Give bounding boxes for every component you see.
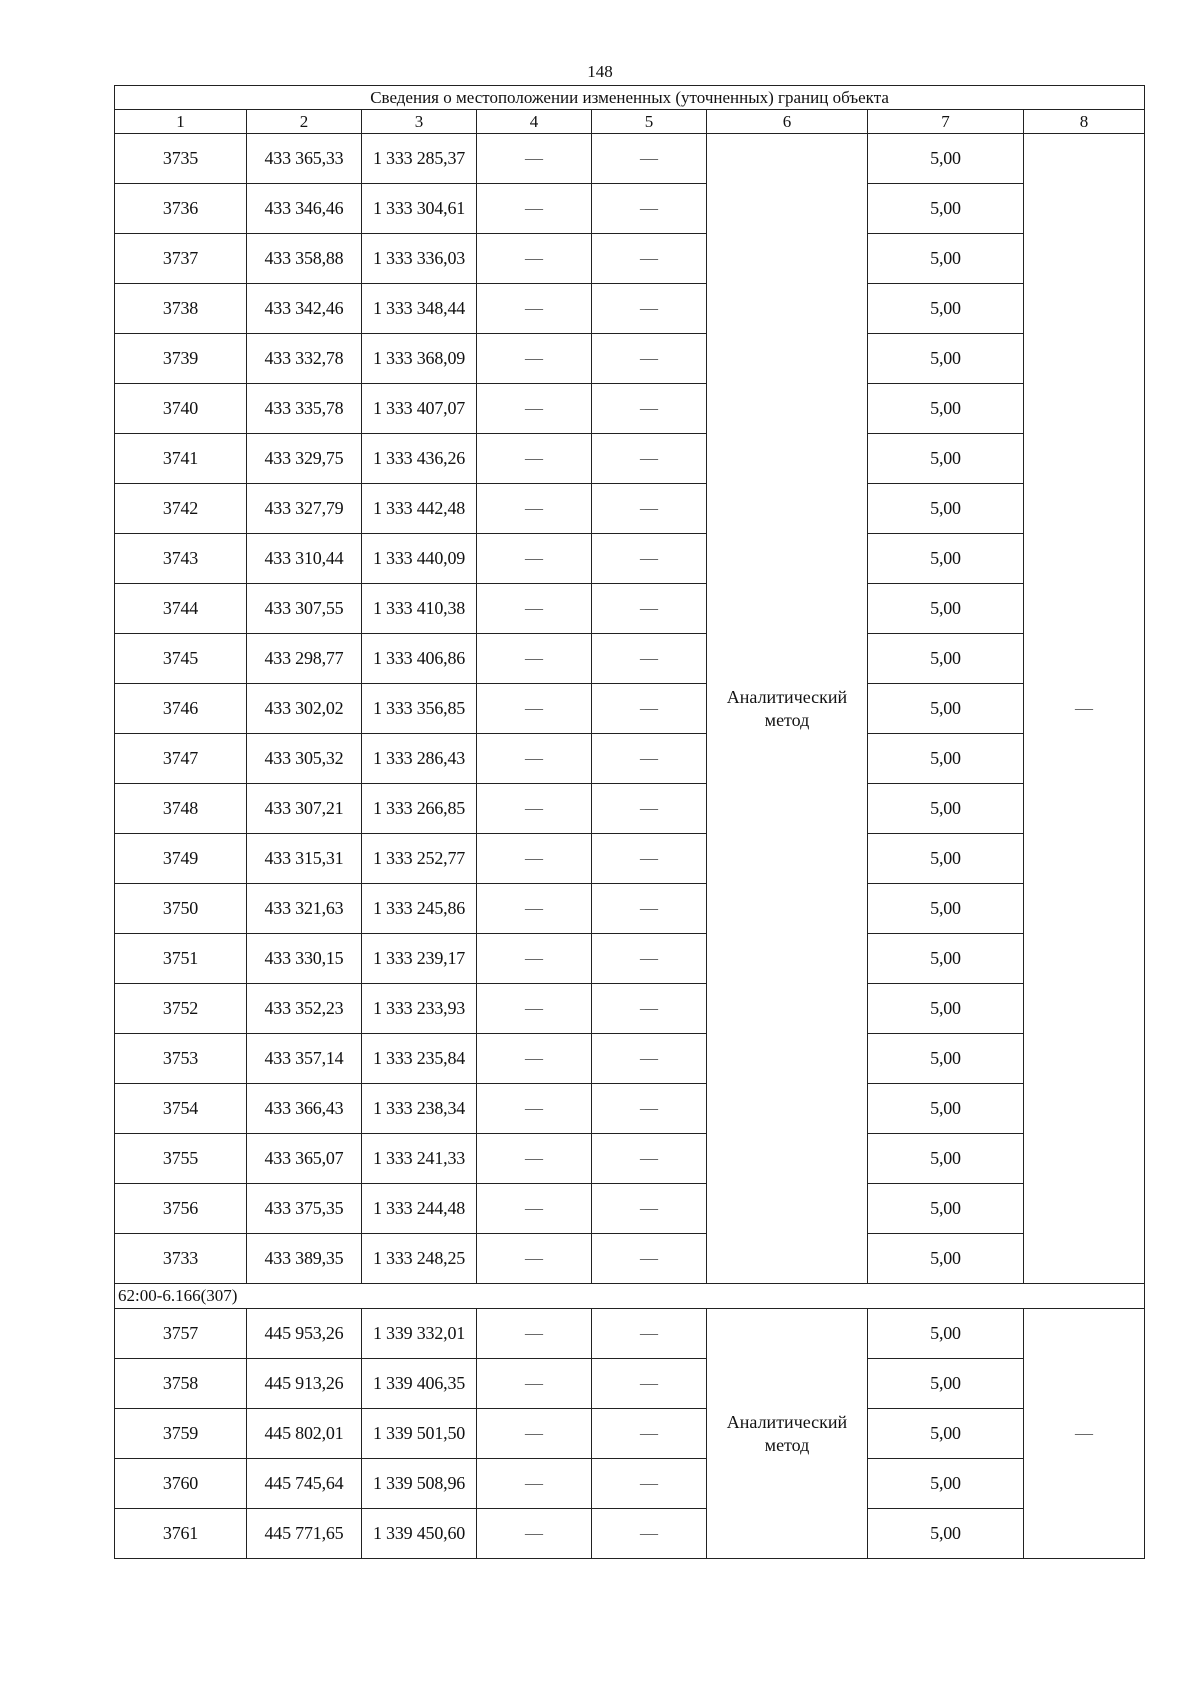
col5-cell: — bbox=[592, 1234, 707, 1284]
col4-cell: — bbox=[477, 734, 592, 784]
table-row bbox=[115, 1409, 1145, 1459]
accuracy-cell: 5,00 bbox=[868, 884, 1024, 934]
col4-cell: — bbox=[477, 1134, 592, 1184]
accuracy-cell: 5,00 bbox=[868, 734, 1024, 784]
table-row bbox=[115, 1234, 1145, 1284]
col4-cell: — bbox=[477, 134, 592, 184]
y-coordinate-cell: 1 333 442,48 bbox=[362, 484, 477, 534]
col5-cell: — bbox=[592, 934, 707, 984]
table-row bbox=[115, 984, 1145, 1034]
y-coordinate-cell: 1 339 450,60 bbox=[362, 1509, 477, 1559]
table-row bbox=[115, 584, 1145, 634]
x-coordinate-cell: 433 389,35 bbox=[247, 1234, 362, 1284]
accuracy-cell: 5,00 bbox=[868, 584, 1024, 634]
point-number-cell: 3748 bbox=[115, 784, 247, 834]
column-header-row bbox=[115, 110, 1145, 134]
table-row bbox=[115, 884, 1145, 934]
x-coordinate-cell: 445 953,26 bbox=[247, 1309, 362, 1359]
table-row bbox=[115, 1309, 1145, 1359]
col5-cell: — bbox=[592, 734, 707, 784]
x-coordinate-cell: 433 327,79 bbox=[247, 484, 362, 534]
x-coordinate-cell: 433 330,15 bbox=[247, 934, 362, 984]
col4-cell: — bbox=[477, 1309, 592, 1359]
y-coordinate-cell: 1 333 356,85 bbox=[362, 684, 477, 734]
table-row bbox=[115, 384, 1145, 434]
x-coordinate-cell: 433 342,46 bbox=[247, 284, 362, 334]
accuracy-cell: 5,00 bbox=[868, 1084, 1024, 1134]
col5-cell: — bbox=[592, 484, 707, 534]
table-row bbox=[115, 284, 1145, 334]
y-coordinate-cell: 1 339 332,01 bbox=[362, 1309, 477, 1359]
col4-cell: — bbox=[477, 934, 592, 984]
accuracy-cell: 5,00 bbox=[868, 484, 1024, 534]
point-number-cell: 3743 bbox=[115, 534, 247, 584]
y-coordinate-cell: 1 333 238,34 bbox=[362, 1084, 477, 1134]
x-coordinate-cell: 433 302,02 bbox=[247, 684, 362, 734]
col5-cell: — bbox=[592, 1509, 707, 1559]
col4-cell: — bbox=[477, 184, 592, 234]
accuracy-cell: 5,00 bbox=[868, 384, 1024, 434]
x-coordinate-cell: 445 771,65 bbox=[247, 1509, 362, 1559]
x-coordinate-cell: 433 346,46 bbox=[247, 184, 362, 234]
point-number-cell: 3759 bbox=[115, 1409, 247, 1459]
y-coordinate-cell: 1 333 286,43 bbox=[362, 734, 477, 784]
x-coordinate-cell: 433 366,43 bbox=[247, 1084, 362, 1134]
point-number-cell: 3741 bbox=[115, 434, 247, 484]
col5-cell: — bbox=[592, 1359, 707, 1409]
x-coordinate-cell: 433 335,78 bbox=[247, 384, 362, 434]
y-coordinate-cell: 1 333 241,33 bbox=[362, 1134, 477, 1184]
point-number-cell: 3752 bbox=[115, 984, 247, 1034]
col5-cell: — bbox=[592, 1184, 707, 1234]
point-number-cell: 3747 bbox=[115, 734, 247, 784]
y-coordinate-cell: 1 333 407,07 bbox=[362, 384, 477, 434]
point-number-cell: 3754 bbox=[115, 1084, 247, 1134]
col4-cell: — bbox=[477, 284, 592, 334]
y-coordinate-cell: 1 333 368,09 bbox=[362, 334, 477, 384]
column-header: 8 bbox=[1024, 110, 1145, 134]
col4-cell: — bbox=[477, 1359, 592, 1409]
col5-cell: — bbox=[592, 1459, 707, 1509]
col4-cell: — bbox=[477, 784, 592, 834]
col4-cell: — bbox=[477, 1234, 592, 1284]
point-number-cell: 3751 bbox=[115, 934, 247, 984]
section-label: 62:00-6.166(307) bbox=[115, 1284, 1145, 1309]
col4-cell: — bbox=[477, 1184, 592, 1234]
page-number: 148 bbox=[587, 62, 613, 81]
point-number-cell: 3750 bbox=[115, 884, 247, 934]
x-coordinate-cell: 433 315,31 bbox=[247, 834, 362, 884]
table-row bbox=[115, 1359, 1145, 1409]
col8-cell: — bbox=[1024, 1309, 1145, 1559]
x-coordinate-cell: 433 365,07 bbox=[247, 1134, 362, 1184]
point-number-cell: 3736 bbox=[115, 184, 247, 234]
section-row bbox=[115, 1284, 1145, 1309]
col5-cell: — bbox=[592, 384, 707, 434]
table-row bbox=[115, 834, 1145, 884]
col4-cell: — bbox=[477, 534, 592, 584]
point-number-cell: 3753 bbox=[115, 1034, 247, 1084]
table-row bbox=[115, 1084, 1145, 1134]
point-number-cell: 3760 bbox=[115, 1459, 247, 1509]
x-coordinate-cell: 433 298,77 bbox=[247, 634, 362, 684]
accuracy-cell: 5,00 bbox=[868, 1134, 1024, 1184]
col5-cell: — bbox=[592, 434, 707, 484]
col5-cell: — bbox=[592, 284, 707, 334]
point-number-cell: 3755 bbox=[115, 1134, 247, 1184]
table-row bbox=[115, 634, 1145, 684]
x-coordinate-cell: 433 305,32 bbox=[247, 734, 362, 784]
col5-cell: — bbox=[592, 1134, 707, 1184]
accuracy-cell: 5,00 bbox=[868, 784, 1024, 834]
accuracy-cell: 5,00 bbox=[868, 284, 1024, 334]
col5-cell: — bbox=[592, 634, 707, 684]
col4-cell: — bbox=[477, 434, 592, 484]
point-number-cell: 3740 bbox=[115, 384, 247, 434]
point-number-cell: 3738 bbox=[115, 284, 247, 334]
point-number-cell: 3737 bbox=[115, 234, 247, 284]
table-row bbox=[115, 934, 1145, 984]
col5-cell: — bbox=[592, 684, 707, 734]
x-coordinate-cell: 433 357,14 bbox=[247, 1034, 362, 1084]
table-row bbox=[115, 1034, 1145, 1084]
column-header: 2 bbox=[247, 110, 362, 134]
accuracy-cell: 5,00 bbox=[868, 684, 1024, 734]
col5-cell: — bbox=[592, 884, 707, 934]
point-number-cell: 3742 bbox=[115, 484, 247, 534]
x-coordinate-cell: 445 913,26 bbox=[247, 1359, 362, 1409]
point-number-cell: 3761 bbox=[115, 1509, 247, 1559]
y-coordinate-cell: 1 333 348,44 bbox=[362, 284, 477, 334]
point-number-cell: 3749 bbox=[115, 834, 247, 884]
point-number-cell: 3739 bbox=[115, 334, 247, 384]
x-coordinate-cell: 433 310,44 bbox=[247, 534, 362, 584]
accuracy-cell: 5,00 bbox=[868, 1409, 1024, 1459]
y-coordinate-cell: 1 333 410,38 bbox=[362, 584, 477, 634]
accuracy-cell: 5,00 bbox=[868, 834, 1024, 884]
column-header: 6 bbox=[707, 110, 868, 134]
accuracy-cell: 5,00 bbox=[868, 134, 1024, 184]
column-header: 5 bbox=[592, 110, 707, 134]
point-number-cell: 3756 bbox=[115, 1184, 247, 1234]
col4-cell: — bbox=[477, 1459, 592, 1509]
point-number-cell: 3735 bbox=[115, 134, 247, 184]
column-header: 4 bbox=[477, 110, 592, 134]
col4-cell: — bbox=[477, 384, 592, 434]
x-coordinate-cell: 433 352,23 bbox=[247, 984, 362, 1034]
y-coordinate-cell: 1 333 248,25 bbox=[362, 1234, 477, 1284]
accuracy-cell: 5,00 bbox=[868, 1509, 1024, 1559]
col5-cell: — bbox=[592, 134, 707, 184]
accuracy-cell: 5,00 bbox=[868, 934, 1024, 984]
accuracy-cell: 5,00 bbox=[868, 1459, 1024, 1509]
accuracy-cell: 5,00 bbox=[868, 1359, 1024, 1409]
col4-cell: — bbox=[477, 1409, 592, 1459]
point-number-cell: 3746 bbox=[115, 684, 247, 734]
col5-cell: — bbox=[592, 184, 707, 234]
y-coordinate-cell: 1 333 285,37 bbox=[362, 134, 477, 184]
y-coordinate-cell: 1 333 336,03 bbox=[362, 234, 477, 284]
column-header: 1 bbox=[115, 110, 247, 134]
y-coordinate-cell: 1 333 406,86 bbox=[362, 634, 477, 684]
col5-cell: — bbox=[592, 1084, 707, 1134]
x-coordinate-cell: 433 307,55 bbox=[247, 584, 362, 634]
table-row bbox=[115, 184, 1145, 234]
x-coordinate-cell: 433 329,75 bbox=[247, 434, 362, 484]
y-coordinate-cell: 1 333 440,09 bbox=[362, 534, 477, 584]
y-coordinate-cell: 1 339 508,96 bbox=[362, 1459, 477, 1509]
column-header: 7 bbox=[868, 110, 1024, 134]
boundary-coordinates-table bbox=[114, 85, 1145, 1559]
accuracy-cell: 5,00 bbox=[868, 184, 1024, 234]
point-number-cell: 3758 bbox=[115, 1359, 247, 1409]
col4-cell: — bbox=[477, 684, 592, 734]
accuracy-cell: 5,00 bbox=[868, 434, 1024, 484]
x-coordinate-cell: 445 802,01 bbox=[247, 1409, 362, 1459]
table-row bbox=[115, 1459, 1145, 1509]
x-coordinate-cell: 433 321,63 bbox=[247, 884, 362, 934]
table-row bbox=[115, 234, 1145, 284]
method-cell: Аналитический метод bbox=[707, 134, 868, 1284]
table-row bbox=[115, 1509, 1145, 1559]
accuracy-cell: 5,00 bbox=[868, 1309, 1024, 1359]
x-coordinate-cell: 433 332,78 bbox=[247, 334, 362, 384]
col4-cell: — bbox=[477, 834, 592, 884]
x-coordinate-cell: 433 375,35 bbox=[247, 1184, 362, 1234]
col4-cell: — bbox=[477, 884, 592, 934]
y-coordinate-cell: 1 333 235,84 bbox=[362, 1034, 477, 1084]
point-number-cell: 3744 bbox=[115, 584, 247, 634]
col5-cell: — bbox=[592, 984, 707, 1034]
col5-cell: — bbox=[592, 584, 707, 634]
table-row bbox=[115, 334, 1145, 384]
point-number-cell: 3757 bbox=[115, 1309, 247, 1359]
table-row bbox=[115, 1184, 1145, 1234]
x-coordinate-cell: 433 358,88 bbox=[247, 234, 362, 284]
accuracy-cell: 5,00 bbox=[868, 1184, 1024, 1234]
col4-cell: — bbox=[477, 1509, 592, 1559]
col4-cell: — bbox=[477, 1034, 592, 1084]
x-coordinate-cell: 433 365,33 bbox=[247, 134, 362, 184]
accuracy-cell: 5,00 bbox=[868, 334, 1024, 384]
y-coordinate-cell: 1 333 252,77 bbox=[362, 834, 477, 884]
y-coordinate-cell: 1 339 406,35 bbox=[362, 1359, 477, 1409]
table-row bbox=[115, 734, 1145, 784]
table-row bbox=[115, 484, 1145, 534]
col5-cell: — bbox=[592, 234, 707, 284]
col4-cell: — bbox=[477, 1084, 592, 1134]
table-row bbox=[115, 784, 1145, 834]
col4-cell: — bbox=[477, 984, 592, 1034]
accuracy-cell: 5,00 bbox=[868, 234, 1024, 284]
y-coordinate-cell: 1 339 501,50 bbox=[362, 1409, 477, 1459]
y-coordinate-cell: 1 333 233,93 bbox=[362, 984, 477, 1034]
y-coordinate-cell: 1 333 239,17 bbox=[362, 934, 477, 984]
table-row bbox=[115, 1134, 1145, 1184]
col8-cell: — bbox=[1024, 134, 1145, 1284]
point-number-cell: 3745 bbox=[115, 634, 247, 684]
col4-cell: — bbox=[477, 334, 592, 384]
col5-cell: — bbox=[592, 784, 707, 834]
point-number-cell: 3733 bbox=[115, 1234, 247, 1284]
col4-cell: — bbox=[477, 234, 592, 284]
y-coordinate-cell: 1 333 266,85 bbox=[362, 784, 477, 834]
accuracy-cell: 5,00 bbox=[868, 1234, 1024, 1284]
col4-cell: — bbox=[477, 484, 592, 534]
method-cell: Аналитический метод bbox=[707, 1309, 868, 1559]
y-coordinate-cell: 1 333 304,61 bbox=[362, 184, 477, 234]
x-coordinate-cell: 445 745,64 bbox=[247, 1459, 362, 1509]
accuracy-cell: 5,00 bbox=[868, 984, 1024, 1034]
table-title: Сведения о местоположении измененных (уточненных) границ объекта bbox=[115, 86, 1145, 110]
x-coordinate-cell: 433 307,21 bbox=[247, 784, 362, 834]
col4-cell: — bbox=[477, 634, 592, 684]
y-coordinate-cell: 1 333 436,26 bbox=[362, 434, 477, 484]
accuracy-cell: 5,00 bbox=[868, 534, 1024, 584]
table-row bbox=[115, 534, 1145, 584]
accuracy-cell: 5,00 bbox=[868, 634, 1024, 684]
col5-cell: — bbox=[592, 1034, 707, 1084]
accuracy-cell: 5,00 bbox=[868, 1034, 1024, 1084]
col5-cell: — bbox=[592, 534, 707, 584]
y-coordinate-cell: 1 333 245,86 bbox=[362, 884, 477, 934]
col4-cell: — bbox=[477, 584, 592, 634]
col5-cell: — bbox=[592, 334, 707, 384]
y-coordinate-cell: 1 333 244,48 bbox=[362, 1184, 477, 1234]
col5-cell: — bbox=[592, 1309, 707, 1359]
table-row bbox=[115, 134, 1145, 184]
column-header: 3 bbox=[362, 110, 477, 134]
col5-cell: — bbox=[592, 834, 707, 884]
col5-cell: — bbox=[592, 1409, 707, 1459]
table-row bbox=[115, 684, 1145, 734]
table-row bbox=[115, 434, 1145, 484]
